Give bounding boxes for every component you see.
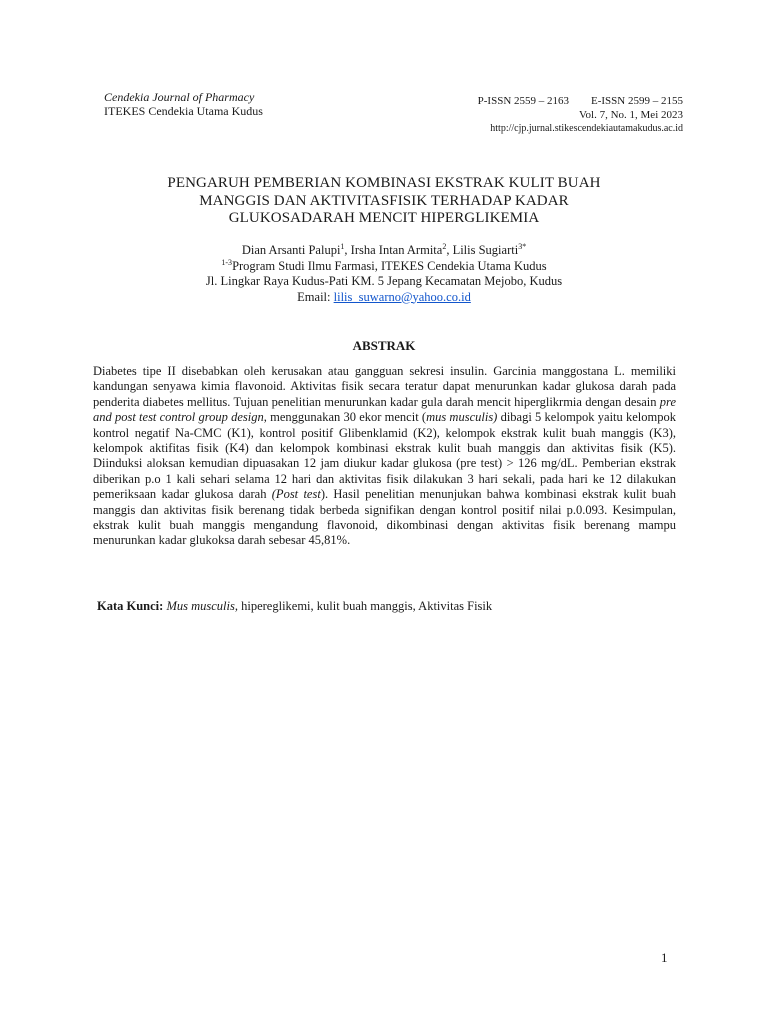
- article-title: [110, 175, 658, 228]
- volume-info: Vol. 7, No. 1, Mei 2023: [579, 108, 683, 121]
- keywords: [97, 599, 492, 614]
- e-issn: E-ISSN 2599 – 2155: [591, 95, 683, 107]
- email-label: Email:: [297, 289, 334, 304]
- journal-header-right: [363, 95, 683, 136]
- email-line: [100, 290, 668, 306]
- address: Jl. Lingkar Raya Kudus-Pati KM. 5 Jepang Kecamatan Mejobo, Kudus: [205, 274, 563, 288]
- journal-header-left: [104, 90, 263, 118]
- affiliation-text: Program Studi Ilmu Farmasi, ITEKES Cendekia Utama Kudus: [232, 258, 547, 273]
- abstract-heading: ABSTRAK: [352, 338, 416, 353]
- author-superscript: 1: [340, 241, 345, 251]
- p-issn: P-ISSN 2559 – 2163: [477, 95, 570, 107]
- journal-name: Cendekia Journal of Pharmacy: [104, 90, 255, 104]
- abstract-segment: ). Hasil penelitian menunjukan bahwa kombinasi ekstrak kulit buah manggis dan aktivitas fisik berenang tidak berbeda signifikan dengan kontrol positif nilai p.0.093. Kesimpulan, ekstrak kulit buah manggis mengandung flavonoid, dikombinasi dengan aktivitas fisik berenang mampu menurunkan kadar glukoksa darah sebesar 45,81%.: [93, 487, 676, 548]
- institution-name: ITEKES Cendekia Utama Kudus: [104, 104, 263, 118]
- author-separator: ,: [446, 243, 453, 257]
- author-list: [100, 243, 668, 259]
- author-superscript: 3*: [518, 241, 527, 251]
- abstract-italic-segment: mus musculis): [426, 410, 498, 425]
- abstract-italic-segment: (Post test: [271, 487, 321, 502]
- author-separator: ,: [344, 243, 351, 257]
- keyword-italic: Mus musculis,: [166, 599, 238, 613]
- abstract-segment: dibagi 5 kelompok yaitu kelompok kontrol negatif Na-CMC (K1), kontrol positif Glibenklamid (K2), kelompok ekstrak kulit buah manggis (K3), kelompok aktifitas fisik (K4) dan kelompok kombinasi ekstrak kulit buah manggis dan aktivitas fisik (K5). Diinduksi aloksan kemudian dipuasakan 12 jam diukur kadar glukosa (pre test) > 126 mg/dL. Pemberian ekstrak diberikan p.o 1 kali sehari selama 12 hari dan aktivitas fisik dilakukan 3 hari sekali, pada hari ke 12 dilakukan pemeriksaan kadar glukosa darah: [93, 410, 676, 502]
- title-line: GLUKOSADARAH MENCIT HIPERGLIKEMIA: [228, 210, 540, 226]
- abstract-italic-segment: pre and post test control group design: [93, 394, 676, 425]
- abstract-text: [93, 364, 676, 549]
- title-line: MANGGIS DAN AKTIVITASFISIK TERHADAP KADAR: [199, 192, 569, 209]
- author-name: Lilis Sugiarti: [452, 243, 519, 257]
- affiliation: [100, 259, 668, 275]
- abstract-segment: , menggunakan 30 ekor mencit (: [263, 410, 427, 425]
- affiliation-superscript: 1-3: [221, 257, 233, 267]
- title-line: PENGARUH PEMBERIAN KOMBINASI EKSTRAK KULIT BUAH: [167, 175, 601, 191]
- page-number: 1: [661, 950, 668, 965]
- author-block: [100, 243, 668, 305]
- author-superscript: 2: [442, 241, 447, 251]
- email-link[interactable]: lilis_suwarno@yahoo.co.id: [333, 289, 471, 304]
- keywords-list: hipereglikemi, kulit buah manggis, Aktivitas Fisik: [237, 599, 493, 613]
- keywords-label: Kata Kunci:: [97, 599, 167, 613]
- author-name: Irsha Intan Armita: [350, 243, 443, 257]
- author-name: Dian Arsanti Palupi: [241, 243, 341, 257]
- abstract-segment: Diabetes tipe II disebabkan oleh kerusakan atau gangguan sekresi insulin. Garcinia manggostana L. memiliki kandungan senyawa kimia flavonoid. Aktivitas fisik secara teratur dapat menurunkan kadar glukosa darah pada penderita diabetes mellitus. Tujuan penelitian menurunkan kadar gula darah mencit hiperglikrmia dengan desain: [93, 364, 676, 409]
- journal-url: http://cjp.jurnal.stikescendekiautamakudus.ac.id: [490, 123, 683, 134]
